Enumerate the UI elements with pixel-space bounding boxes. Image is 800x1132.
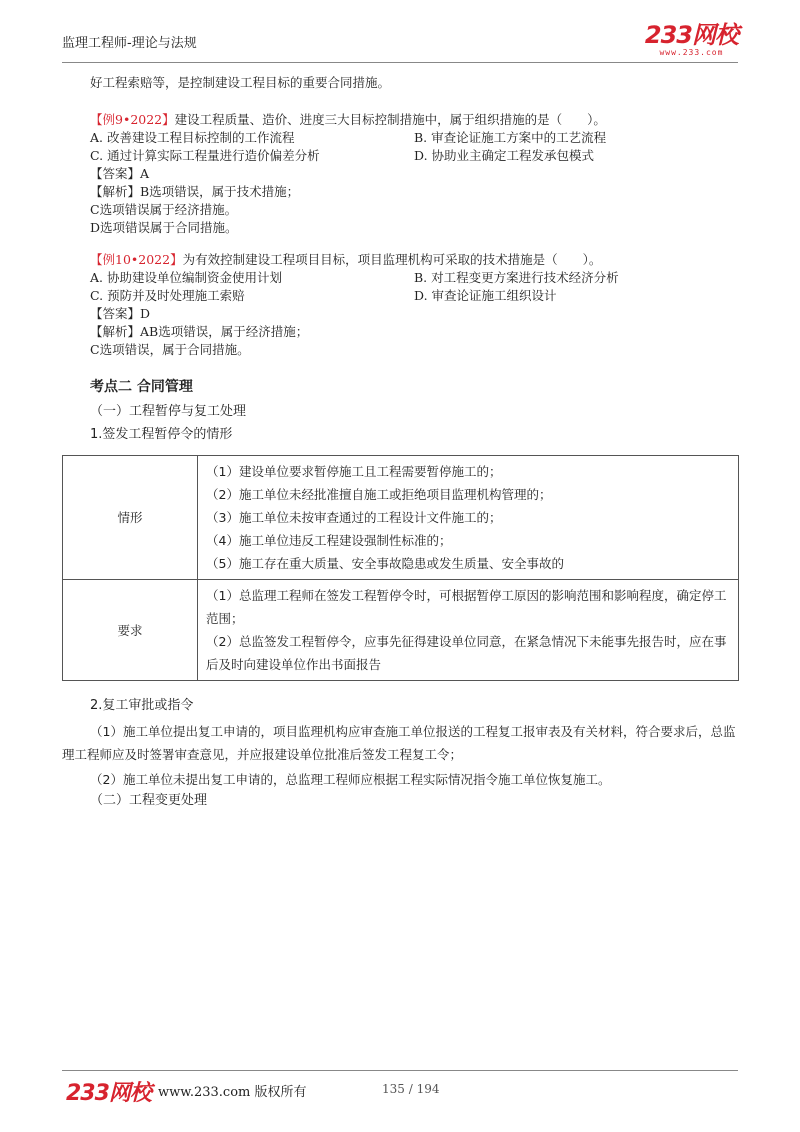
example10-option-d: D. 审查论证施工组织设计: [414, 288, 557, 303]
example10-answer: 【答案】D: [90, 306, 151, 321]
example9-question: [90, 111, 606, 128]
suspension-table: [62, 455, 739, 681]
footer-logo: 233网校: [66, 1081, 151, 1106]
example9-option-c: C. 通过计算实际工程量进行造价偏差分析: [90, 148, 320, 163]
example10-analysis-2: C选项错误，属于合同措施。: [90, 342, 250, 357]
table-content-situations: [198, 456, 739, 580]
table-row-situations: [63, 456, 739, 580]
header-title: 监理工程师-理论与法规: [62, 36, 197, 51]
example10-option-c: C. 预防并及时处理施工索赔: [90, 288, 245, 303]
example10-options-ab: [90, 269, 738, 286]
situation-item: （4）施工单位违反工程建设强制性标准的；: [206, 533, 452, 548]
brand-logo: [645, 22, 738, 57]
example10-question: [90, 251, 601, 268]
page-footer: [62, 1070, 738, 1110]
example10-question-text: 为有效控制建设工程项目目标，项目监理机构可采取的技术措施是（ ）。: [182, 252, 602, 267]
situation-item: （1）建设单位要求暂停施工且工程需要暂停施工的；: [206, 464, 502, 479]
example9-option-a: A. 改善建设工程目标控制的工作流程: [90, 130, 295, 145]
subsection-1-title: （一）工程暂停与复工处理: [90, 404, 247, 419]
resume-title: 2.复工审批或指令: [90, 698, 194, 713]
header-divider: [62, 62, 738, 63]
example9-answer: 【答案】A: [90, 166, 150, 181]
subsection-1-item-1: 1.签发工程暂停令的情形: [90, 427, 233, 442]
page-header: [62, 21, 738, 64]
example9-question-text: 建设工程质量、造价、进度三大目标控制措施中，属于组织措施的是（ ）。: [174, 112, 606, 127]
table-row-requirements: [63, 580, 739, 681]
resume-paragraph-2: （2）施工单位未提出复工申请的，总监理工程师应根据工程实际情况指令施工单位恢复施工。: [90, 772, 611, 787]
page-number: 135 / 194: [382, 1082, 440, 1096]
example9-analysis-2: C选项错误属于经济措施。: [90, 202, 238, 217]
intro-line: 好工程索赔等，是控制建设工程目标的重要合同措施。: [90, 75, 391, 90]
footer-copyright: www.233.com 版权所有: [158, 1085, 307, 1100]
example9-analysis-1: 【解析】B选项错误，属于技术措施；: [90, 184, 300, 199]
logo-url: www.233.com: [659, 48, 724, 57]
example10-options-cd: [90, 287, 738, 304]
example9-options-cd: [90, 147, 738, 164]
table-label-requirements: 要求: [63, 580, 198, 681]
example10-tag: 【例10•2022】: [90, 252, 183, 267]
situation-item: （3）施工单位未按审查通过的工程设计文件施工的；: [206, 510, 502, 525]
table-content-requirements: [198, 580, 739, 681]
example10-option-a: A. 协助建设单位编制资金使用计划: [90, 270, 282, 285]
section-title: 考点二 合同管理: [90, 379, 193, 395]
requirement-item: （2）总监签发工程暂停令，应事先征得建设单位同意，在紧急情况下未能事先报告时，应在事后及时向建设单位作出书面报告: [206, 634, 727, 672]
footer-divider: [62, 1070, 738, 1071]
example10-analysis-1: 【解析】AB选项错误，属于经济措施；: [90, 324, 309, 339]
example9-options-ab: [90, 129, 738, 146]
example9-option-d: D. 协助业主确定工程发承包模式: [414, 148, 595, 163]
situation-item: （5）施工存在重大质量、安全事故隐患或发生质量、安全事故的: [206, 556, 564, 571]
example9-option-b: B. 审查论证施工方案中的工艺流程: [414, 130, 607, 145]
table-label-situations: 情形: [63, 456, 198, 580]
requirement-item: （1）总监理工程师在签发工程暂停令时，可根据暂停工原因的影响范围和影响程度，确定停工范围；: [206, 588, 727, 626]
example10-option-b: B. 对工程变更方案进行技术经济分析: [414, 270, 619, 285]
subsection-2-title: （二）工程变更处理: [90, 793, 208, 808]
example9-tag: 【例9•2022】: [90, 112, 175, 127]
situation-item: （2）施工单位未经批准擅自施工或拒绝项目监理机构管理的；: [206, 487, 552, 502]
logo-text: 233网校: [644, 21, 738, 49]
resume-paragraph-1: （1）施工单位提出复工申请的，项目监理机构应审查施工单位报送的工程复工报审表及有关材料，符合要求后，总监理工程师应及时签署审查意见，并应报建设单位批准后签发工程复工令；: [62, 724, 736, 762]
example9-analysis-3: D选项错误属于合同措施。: [90, 220, 238, 235]
